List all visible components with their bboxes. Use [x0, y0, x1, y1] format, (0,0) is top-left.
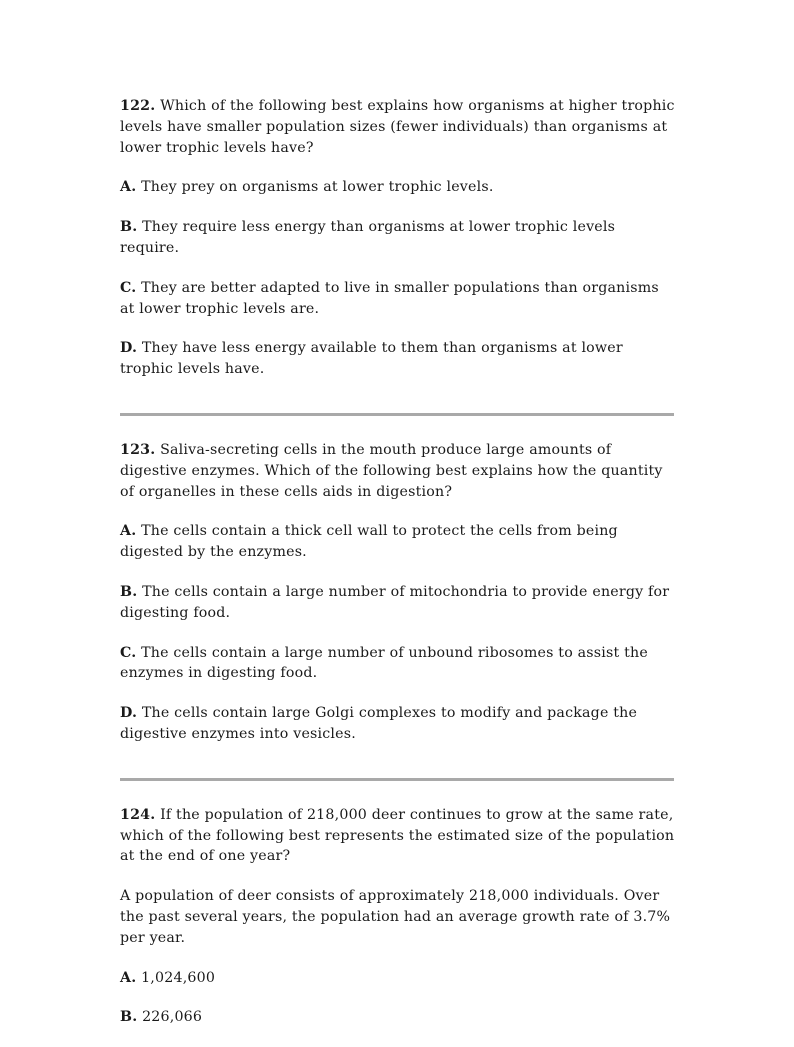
option-d — [120, 703, 676, 745]
option-text: The cells contain a large number of mitochondria to provide energy for digesting food. — [120, 583, 670, 621]
question-stem — [120, 805, 676, 867]
option-a — [120, 968, 676, 989]
option-c — [120, 643, 676, 685]
option-text: They prey on organisms at lower trophic levels. — [141, 179, 494, 196]
option-b — [120, 217, 676, 259]
option-letter: D. — [120, 340, 138, 357]
document-page — [120, 96, 676, 1047]
question-122 — [120, 96, 676, 380]
option-letter: B. — [120, 219, 138, 236]
section-divider — [120, 778, 674, 781]
option-text: They are better adapted to live in smaller populations than organisms at lower trophic levels are. — [120, 279, 659, 317]
option-b — [120, 582, 676, 624]
option-letter: A. — [120, 179, 137, 196]
option-text: 1,024,600 — [141, 969, 216, 986]
question-number: 124. — [120, 806, 156, 823]
option-a — [120, 177, 676, 198]
option-letter: C. — [120, 644, 137, 661]
option-text: 226,066 — [142, 1009, 203, 1026]
option-text: They require less energy than organisms at lower trophic levels require. — [120, 219, 616, 256]
option-letter: A. — [120, 523, 137, 540]
question-number: 122. — [120, 98, 156, 114]
option-text: The cells contain large Golgi complexes to modify and package the digestive enzymes into vesicles. — [120, 705, 638, 742]
question-stem — [120, 440, 676, 502]
option-letter: B. — [120, 583, 138, 600]
option-d — [120, 338, 676, 380]
option-text: They have less energy available to them than organisms at lower trophic levels have. — [120, 340, 623, 378]
question-number: 123. — [120, 441, 156, 458]
option-letter: A. — [120, 969, 137, 986]
option-text: The cells contain a thick cell wall to protect the cells from being digested by the enzymes. — [120, 523, 618, 561]
option-letter: C. — [120, 279, 137, 296]
option-letter: B. — [120, 1009, 138, 1026]
option-letter: D. — [120, 705, 138, 722]
question-123 — [120, 440, 676, 745]
question-124 — [120, 805, 676, 1028]
question-stem — [120, 96, 676, 158]
option-b — [120, 1007, 676, 1028]
option-c — [120, 278, 676, 320]
question-context: A population of deer consists of approximately 218,000 individuals. Over the past several years, the population had an average growth rate of 3.7% per year. — [120, 888, 671, 946]
question-text: Which of the following best explains how organisms at higher trophic levels have smaller population sizes (fewer individuals) than organisms at lower trophic levels have? — [120, 98, 675, 156]
option-a — [120, 521, 676, 563]
question-text: If the population of 218,000 deer continues to grow at the same rate, which of the following best represents the estimated size of the population at the end of one year? — [120, 806, 675, 865]
question-text: Saliva-secreting cells in the mouth produce large amounts of digestive enzymes. Which of the following best explains how the quantity of organelles in these cells aids in digestion? — [120, 441, 663, 500]
option-text: The cells contain a large number of unbound ribosomes to assist the enzymes in digesting food. — [120, 644, 648, 682]
section-divider — [120, 413, 674, 416]
